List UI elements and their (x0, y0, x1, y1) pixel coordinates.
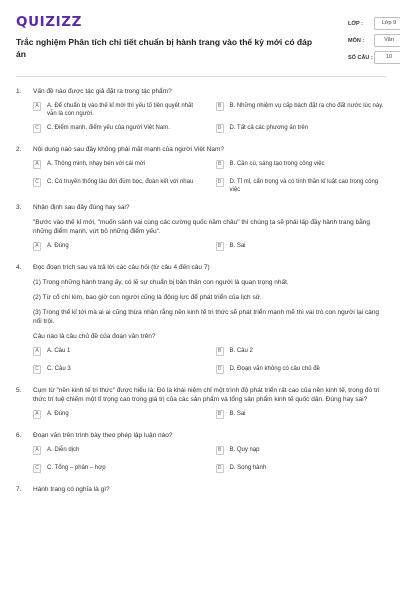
option-letter-box: D (216, 124, 224, 133)
question-number: 5. (16, 387, 22, 394)
question-item (16, 263, 386, 377)
option-letter-box: C (33, 124, 41, 133)
answer-option-a[interactable] (33, 446, 204, 458)
meta-label-grade: LỚP : (348, 20, 363, 27)
question-item (16, 203, 386, 254)
worksheet-header (16, 12, 397, 70)
option-text: C. Tổng – phân – hợp (47, 465, 106, 471)
question-header (16, 145, 386, 154)
question-header (16, 485, 386, 494)
question-paragraph: (1) Trong những hành trang ấy, có lẽ sự chuẩn bị bản thân con người là quan trọng nhất. (33, 279, 289, 286)
answer-options (33, 160, 386, 194)
answer-options (33, 102, 386, 136)
option-letter-box: A (33, 160, 41, 169)
header-divider (16, 76, 386, 77)
question-header (16, 203, 386, 212)
answer-option-b[interactable] (216, 446, 387, 458)
option-letter-box: B (216, 446, 224, 455)
answer-option-a[interactable] (33, 347, 204, 359)
meta-label-subject: MÔN : (348, 37, 365, 44)
answer-option-a[interactable] (33, 160, 204, 172)
answer-option-a[interactable] (33, 102, 204, 118)
question-item (16, 485, 386, 494)
meta-panel (348, 16, 400, 67)
question-text: Nội dung nào sau đây không phải mặt mạnh của người Việt Nam? (33, 146, 224, 153)
meta-row-grade (348, 16, 400, 31)
question-paragraph: (2) Từ cổ chí kim, bao giờ con người cũng là động lực để phát triển của lịch sử. (33, 294, 262, 301)
option-letter-box: D (216, 464, 224, 473)
option-text: B. Cần cù, sáng tạo trong công việc (229, 161, 325, 167)
question-item (16, 386, 386, 422)
option-text: A. Đúng (47, 411, 69, 417)
option-text: D. Song hành (229, 465, 267, 471)
question-text: Vấn đề nào được tác giả đặt ra trong tác phẩm? (33, 88, 172, 95)
answer-options (33, 242, 386, 254)
question-text: Đoạn văn trên trình bày theo phép lập luận nào? (33, 432, 173, 439)
answer-option-c[interactable] (33, 464, 204, 476)
option-letter-box: C (33, 365, 41, 374)
question-body (16, 446, 386, 476)
question-number: 3. (16, 204, 22, 211)
option-text: B. Những nhiệm vụ cấp bách đặt ra cho đất nước lúc này. (229, 103, 384, 109)
answer-option-b[interactable] (216, 410, 387, 422)
answer-option-b[interactable] (216, 102, 387, 118)
option-letter-box: D (216, 178, 224, 187)
option-text: C. Điểm mạnh, điểm yếu của người Việt Nam. (47, 125, 170, 131)
option-letter-box: B (216, 242, 224, 251)
answer-option-d[interactable] (216, 178, 387, 194)
answer-option-c[interactable] (33, 178, 204, 194)
answer-option-d[interactable] (216, 464, 387, 476)
option-text: A. Đúng (47, 243, 69, 249)
option-text: B. Sai (229, 411, 246, 417)
option-text: C. Có truyền thống lâu đời đùm bọc, đoàn kết với nhau (47, 179, 194, 185)
option-letter-box: A (33, 446, 41, 455)
option-text: D. Đoạn văn không có câu chủ đề (229, 366, 320, 372)
answer-option-b[interactable] (216, 347, 387, 359)
question-body (16, 102, 386, 136)
question-item (16, 145, 386, 194)
meta-value-subject: Văn (374, 34, 400, 47)
option-letter-box: B (216, 160, 224, 169)
question-body (16, 218, 386, 254)
option-text: D. Tỉ mỉ, cẩn trọng và có tính thần kỉ luật cao trong công việc (229, 179, 379, 193)
meta-row-subject (348, 33, 400, 48)
option-text: B. Câu 2 (229, 348, 253, 354)
question-body (16, 160, 386, 194)
question-item (16, 431, 386, 476)
question-number: 7. (16, 486, 22, 493)
answer-option-a[interactable] (33, 242, 204, 254)
question-paragraph: "Bước vào thế kỉ mới, "muốn sánh vai cùng các cường quốc năm châu" thì chúng ta sẽ phải lấp đầy hành trang bằng những điểm mạnh, vứt bỏ những điểm yếu". (33, 219, 370, 235)
page-title: Trắc nghiệm Phân tích chi tiết chuẩn bị hành trang vào thế kỷ mới có đáp án (16, 37, 313, 59)
answer-option-c[interactable] (33, 365, 204, 377)
option-letter-box: B (216, 347, 224, 356)
answer-options (33, 347, 386, 377)
answer-option-b[interactable] (216, 242, 387, 254)
option-letter-box: A (33, 410, 41, 419)
question-number: 4. (16, 264, 22, 271)
meta-row-count (348, 50, 400, 65)
question-text: Cụm từ "nền kinh tế tri thức" được hiểu là: Đó là khái niệm chỉ một trình độ phát triển rất cao của nền kinh tế, trong đó trí thức trí tuệ chiếm một tỉ trọng cao trong giá trị của các sản phẩm và tổng sản phẩm kinh tế quốc dân. Đúng hay sai? (33, 387, 380, 403)
question-item (16, 87, 386, 136)
answer-option-c[interactable] (33, 124, 204, 136)
question-list (16, 87, 386, 494)
meta-value-grade: Lớp 9 (374, 17, 400, 30)
answer-options (33, 410, 386, 422)
question-text: Nhận định sau đây đúng hay sai? (33, 204, 130, 211)
question-header (16, 87, 386, 96)
question-paragraph: (3) Trong thế kỉ tới mà ai ai cũng thừa nhận rằng nền kinh tế tri thức sẽ phát triển mạnh mẽ thì vai trò con người lại càng nổi trội. (33, 309, 380, 325)
question-header (16, 431, 386, 440)
option-text: A. Thông minh, nhạy bén với cái mới (47, 161, 146, 167)
option-letter-box: A (33, 347, 41, 356)
option-text: D. Tất cả các phương án trên (229, 125, 309, 131)
option-letter-box: B (216, 410, 224, 419)
answer-option-a[interactable] (33, 410, 204, 422)
option-letter-box: C (33, 178, 41, 187)
option-text: B. Sai (229, 243, 246, 249)
option-text: C. Câu 3 (47, 366, 71, 372)
question-number: 1. (16, 88, 22, 95)
option-text: A. Diễn dịch (47, 447, 80, 453)
question-text: Hành trang có nghĩa là gì? (33, 486, 110, 493)
answer-option-d[interactable] (216, 365, 387, 377)
option-letter-box: A (33, 242, 41, 251)
question-header (16, 386, 386, 404)
question-body (16, 410, 386, 422)
answer-option-b[interactable] (216, 160, 387, 172)
option-letter-box: B (216, 102, 224, 111)
question-paragraph: Câu nào là câu chủ đề của đoạn văn trên? (33, 333, 156, 340)
quizizz-logo: QUIZIZZ (16, 14, 83, 30)
option-letter-box: C (33, 464, 41, 473)
option-text: A. Để chuẩn bị vào thế kỉ mới thì yếu tố tiên quyết nhất vẫn là con người. (47, 103, 194, 117)
question-number: 6. (16, 432, 22, 439)
option-text: B. Quy nạp (229, 447, 260, 453)
meta-value-count: 10 (374, 51, 400, 64)
answer-options (33, 446, 386, 476)
option-text: A. Câu 1 (47, 348, 71, 354)
question-number: 2. (16, 146, 22, 153)
option-letter-box: A (33, 102, 41, 111)
question-body (16, 278, 386, 377)
answer-option-d[interactable] (216, 124, 387, 136)
option-letter-box: D (216, 365, 224, 374)
meta-label-count: SỐ CÂU : (348, 54, 373, 61)
question-header (16, 263, 386, 272)
question-text: Đọc đoạn trích sau và trả lời các câu hỏi (từ câu 4 đến câu 7) (33, 264, 210, 271)
